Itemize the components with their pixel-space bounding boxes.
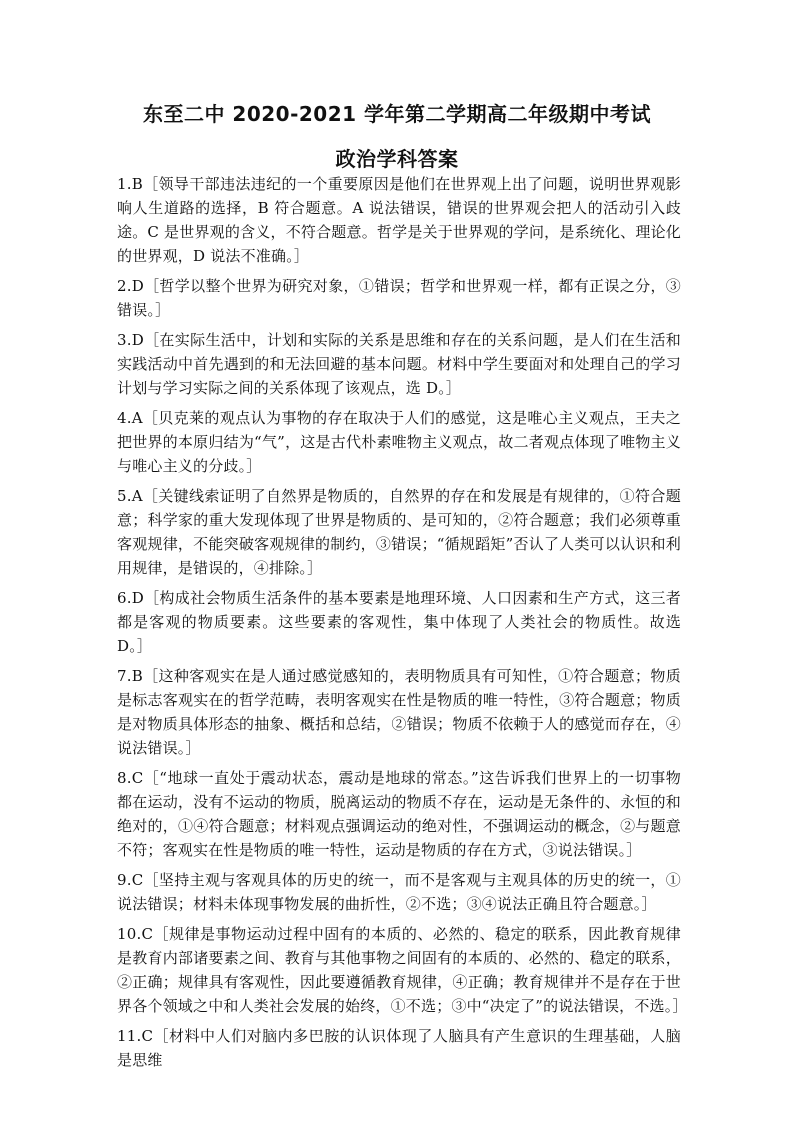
answer-item-10: 10.C［规律是事物运动过程中固有的本质的、必然的、稳定的联系，因此教育规律是教育内部诸要素之间、教育与其他事物之间固有的本质的、必然的、稳定的联系，②正确；规律具有客观性，因此要遵循教育规律，④正确；教育规律并不是存在于世界各个领域之中和人类社会发展的始终，①不选；③中“决定了”的说法错误，不选。］ bbox=[117, 925, 688, 1015]
answer-item-9: 9.C［坚持主观与客观具体的历史的统一，而不是客观与主观具体的历史的统一，①说法错误；材料未体现事物发展的曲折性，②不选；③④说法正确且符合题意。］ bbox=[117, 871, 681, 913]
answer-item-2: 2.D［哲学以整个世界为研究对象，①错误；哲学和世界观一样，都有正误之分，③错误。］ bbox=[117, 277, 681, 319]
answer-item-3: 3.D［在实际生活中，计划和实际的关系是思维和存在的关系问题，是人们在生活和实践活动中首先遇到的和无法回避的基本问题。材料中学生要面对和处理自己的学习计划与学习实际之间的关系体现了该观点，选 D。］ bbox=[117, 331, 681, 397]
exam-title: 东至二中 2020-2021 学年第二学期高二年级期中考试 bbox=[142, 102, 652, 126]
subject-title: 政治学科答案 bbox=[335, 147, 459, 171]
answer-item-8: 8.C［“地球一直处于震动状态，震动是地球的常态。”这告诉我们世界上的一切事物都在运动，没有不运动的物质，脱离运动的物质不存在，运动是无条件的、永恒的和绝对的，①④符合题意；材料观点强调运动的绝对性，不强调运动的概念，②与题意不符；客观实在性是物质的唯一特性，运动是物质的存在方式，③说法错误。］ bbox=[117, 769, 681, 859]
answer-item-1: 1.B［领导干部违法违纪的一个重要原因是他们在世界观上出了问题，说明世界观影响人生道路的选择，B 符合题意。A 说法错误，错误的世界观会把人的活动引入歧途。C 是世界观的含义，不符合题意。哲学是关于世界观的学问，是系统化、理论化的世界观，D 说法不准确。］ bbox=[117, 175, 681, 265]
answer-item-6: 6.D［构成社会物质生活条件的基本要素是地理环境、人口因素和生产方式，这三者都是客观的物质要素。这些要素的客观性，集中体现了人类社会的物质性。故选 D。］ bbox=[117, 589, 681, 655]
answer-item-11: 11.C［材料中人们对脑内多巴胺的认识体现了人脑具有产生意识的生理基础，人脑是思维 bbox=[117, 1027, 681, 1069]
answer-list bbox=[117, 172, 688, 1078]
answer-item-4: 4.A［贝克莱的观点认为事物的存在取决于人们的感觉，这是唯心主义观点，王夫之把世界的本原归结为“气”，这是古代朴素唯物主义观点，故二者观点体现了唯物主义与唯心主义的分歧。］ bbox=[117, 409, 681, 475]
answer-item-5: 5.A［关键线索证明了自然界是物质的，自然界的存在和发展是有规律的，①符合题意；科学家的重大发现体现了世界是物质的、是可知的，②符合题意；我们必须尊重客观规律，不能突破客观规律的制约，③错误；“循规蹈矩”否认了人类可以认识和利用规律，是错误的，④排除。］ bbox=[117, 487, 681, 577]
answer-item-7: 7.B［这种客观实在是人通过感觉感知的，表明物质具有可知性，①符合题意；物质是标志客观实在的哲学范畴，表明客观实在性是物质的唯一特性，③符合题意；物质是对物质具体形态的抽象、概括和总结，②错误；物质不依赖于人的感觉而存在，④说法错误。］ bbox=[117, 667, 681, 757]
